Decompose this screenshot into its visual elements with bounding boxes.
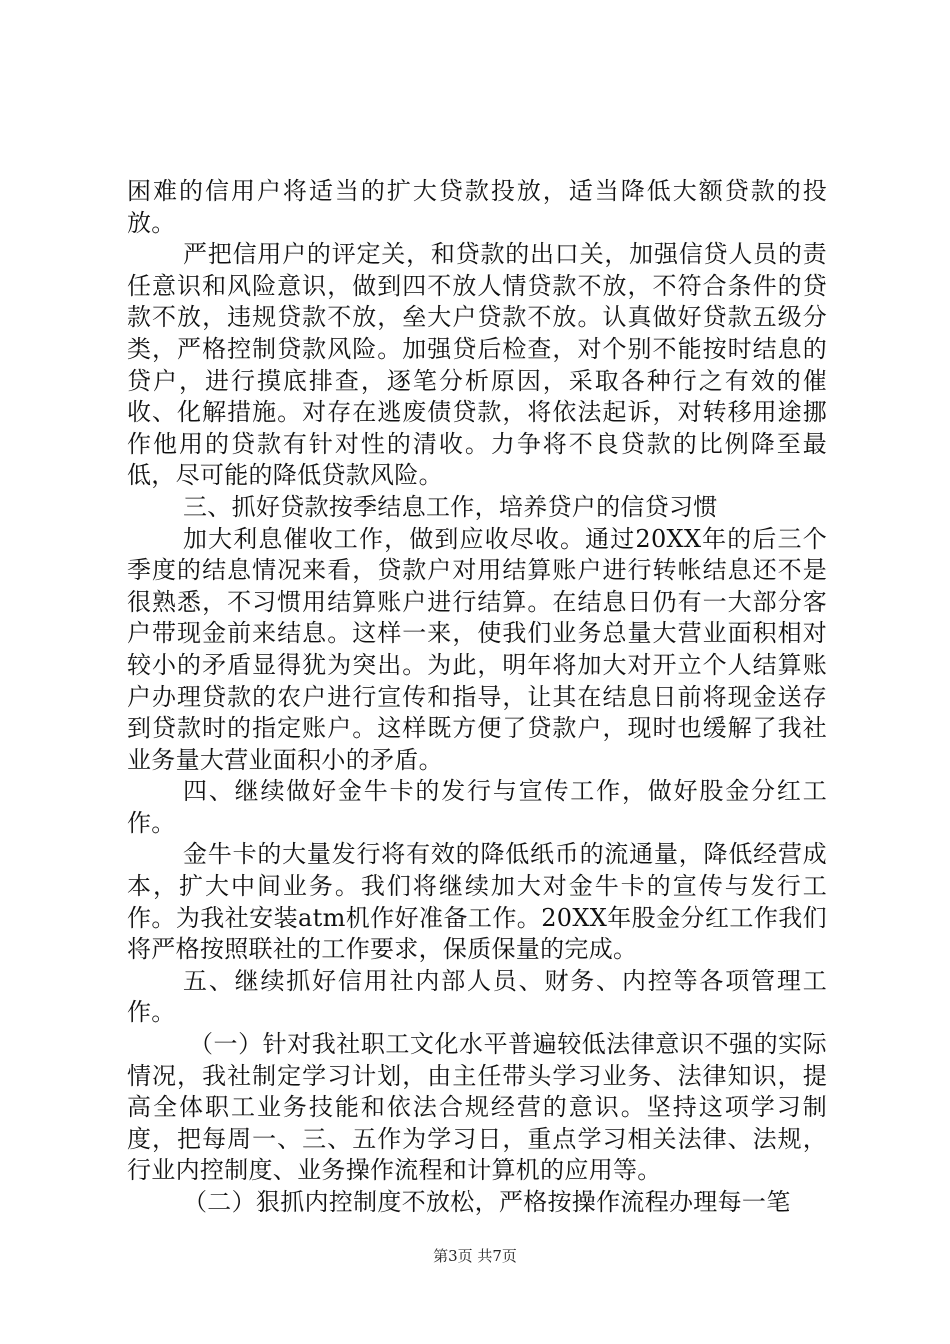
heading-section-three: 三、抓好贷款按季结息工作，培养贷户的信贷习惯: [183, 492, 718, 521]
paragraph-interest-collection: 加大利息催收工作，做到应收尽收。通过20XX年的后三个季度的结息情况来看，贷款户对用结算账户进行转帐结息还不是很熟悉，不习惯用结算账户进行结算。在结息日仍有一大部分客户带现金前来结息。这样一来，使我们业务总量大营业面积相对较小的矛盾显得犹为突出。为此，明年将加大对开立个人结算账户办理贷款的农户进行宣传和指导，让其在结息日前将现金送存到贷款时的指定账户。这样既方便了贷款户，现时也缓解了我社业务量大营业面积小的矛盾。: [127, 524, 827, 774]
paragraph-credit-risk-control: 严把信用户的评定关，和贷款的出口关，加强信贷人员的责任意识和风险意识，做到四不放人情贷款不放，不符合条件的贷款不放，违规贷款不放，垒大户贷款不放。认真做好贷款五级分类，严格控制贷款风险。加强贷后检查，对个别不能按时结息的贷户，进行摸底排查，逐笔分析原因，采取各种行之有效的催收、化解措施。对存在逃废债贷款，将依法起诉，对转移用途挪作他用的贷款有针对性的清收。力争将不良贷款的比例降至最低，尽可能的降低贷款风险。: [127, 240, 827, 490]
paragraph-jinniu-card: 金牛卡的大量发行将有效的降低纸币的流通量，降低经营成本，扩大中间业务。我们将继续加大对金牛卡的宣传与发行工作。为我社安装atm机作好准备工作。20XX年股金分红工作我们将严格按照联社的工作要求，保质保量的完成。: [127, 840, 827, 964]
paragraph-staff-training: （一）针对我社职工文化水平普遍较低法律意识不强的实际情况，我社制定学习计划，由主任带头学习业务、法律知识，提高全体职工业务技能和依法合规经营的意识。坚持这项学习制度，把每周一、三、五作为学习日，重点学习相关法律、法规，行业内控制度、业务操作流程和计算机的应用等。: [127, 1030, 827, 1185]
paragraph-loan-allocation: 困难的信用户将适当的扩大贷款投放，适当降低大额贷款的投放。: [127, 177, 827, 237]
heading-section-five: 五、继续抓好信用社内部人员、财务、内控等各项管理工作。: [127, 966, 827, 1027]
paragraph-internal-control: （二）狠抓内控制度不放松，严格按操作流程办理每一笔: [183, 1188, 791, 1216]
heading-section-four: 四、继续做好金牛卡的发行与宣传工作，做好股金分红工作。: [127, 777, 827, 837]
page-number-footer: 第3页 共7页: [433, 1247, 517, 1265]
document-body: [127, 176, 827, 1219]
